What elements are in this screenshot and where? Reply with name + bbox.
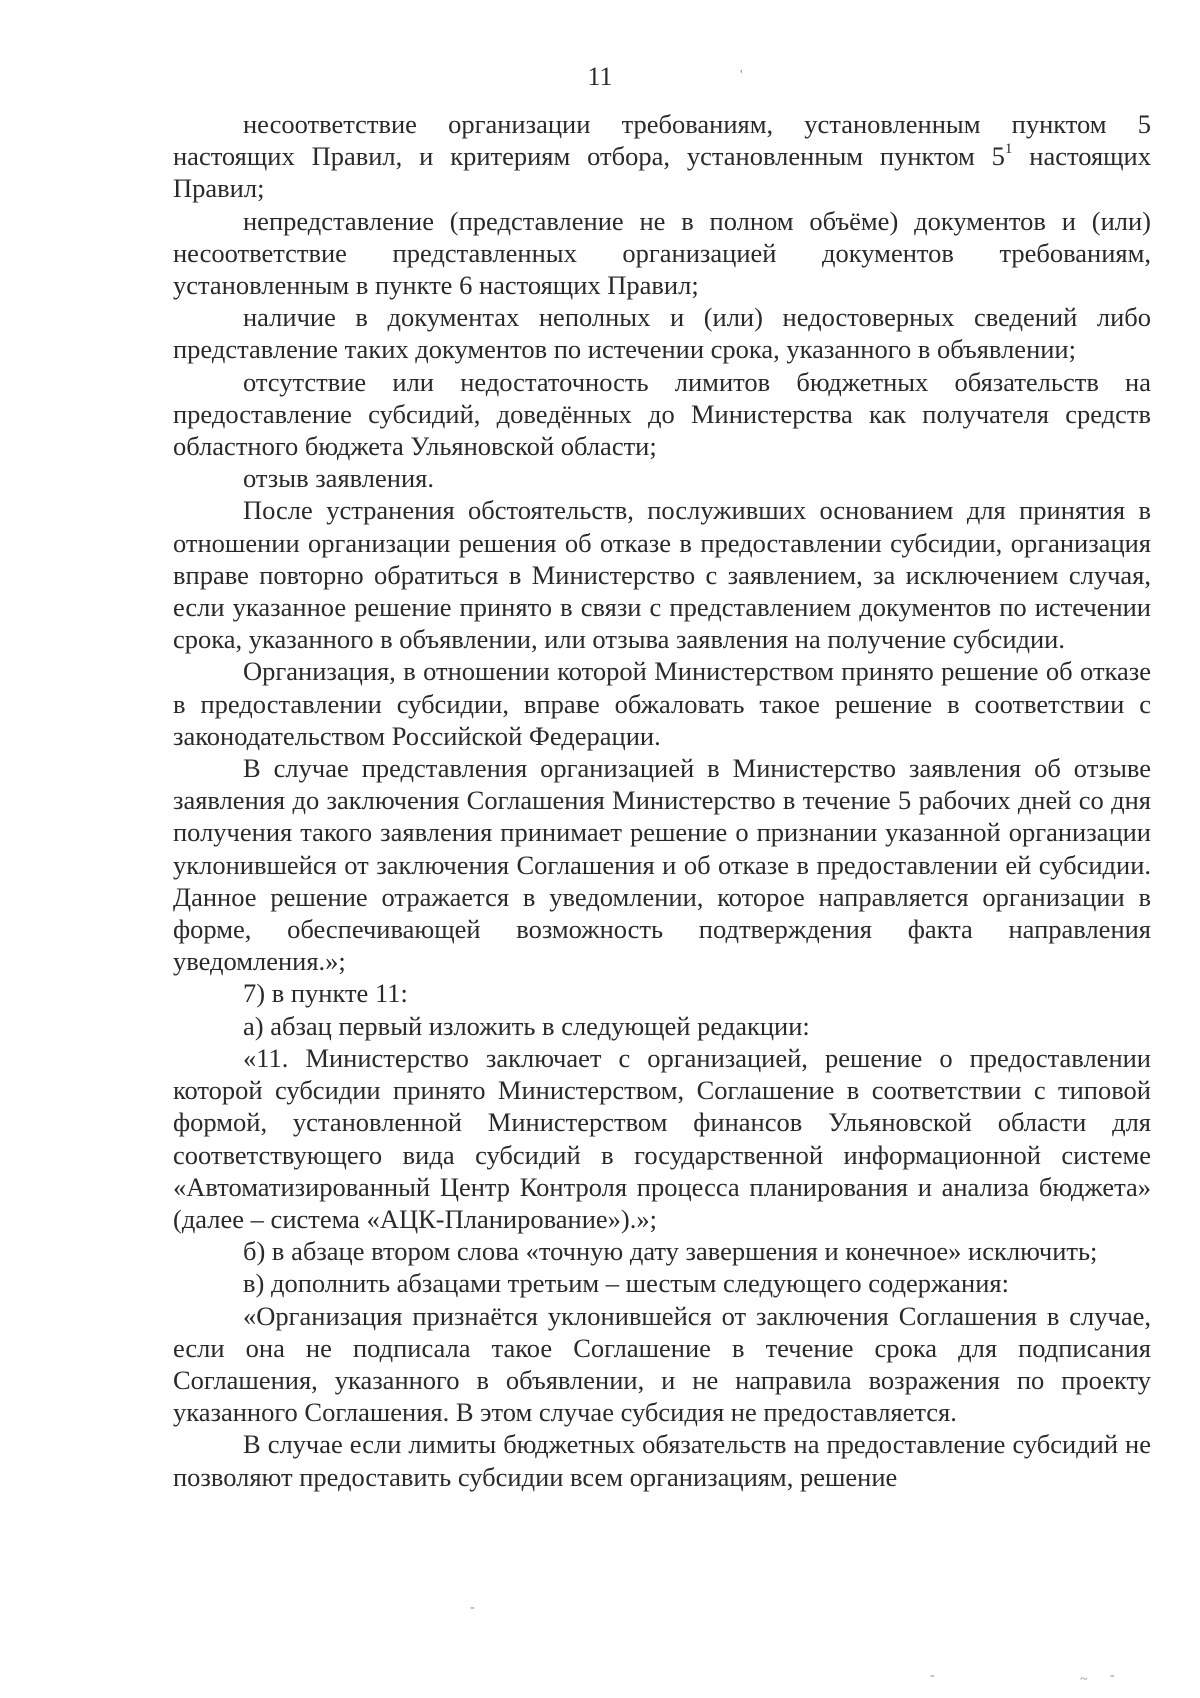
paragraph: в) дополнить абзацами третьим – шестым следующего содержания: [243,1268,1009,1299]
paragraph: отзыв заявления. [243,463,434,494]
paragraph: непредставление (представление не в полном объёме) документов и (или) несоответствие представленных организацией документов требованиям, установленным в пункте 6 настоящих Правил; [173,205,1151,301]
paragraph: б) в абзаце втором слова «точную дату завершения и конечное» исключить; [243,1236,1098,1267]
paragraph: Организация, в отношении которой Министерством принято решение об отказе в предоставлении субсидии, вправе обжаловать такое решение в соответствии с законодательством Российской Федерации. [173,656,1151,751]
superscript: 1 [1004,141,1013,158]
paragraph: «Организация признаётся уклонившейся от заключения Соглашения в случае, если она не подписала такое Соглашение в течение срока для подписания Соглашения, указанного в объявлении, и не направила возражения по проекту указанного Соглашения. В этом случае субсидия не предоставляется. [173,1300,1151,1428]
page-number: 11 [587,62,613,91]
paragraph: В случае если лимиты бюджетных обязательств на предоставление субсидий не позволяют предоставить субсидии всем организациям, решение [173,1429,1151,1492]
paragraph: а) абзац первый изложить в следующей редакции: [243,1010,810,1041]
paragraph: отсутствие или недостаточность лимитов бюджетных обязательств на предоставление субсидий, доведённых до Министерства как получателя средств областного бюджета Ульяновской области; [173,366,1151,462]
scan-speck: ~ [1080,1672,1088,1687]
scan-speck: - [930,1668,935,1683]
scan-speck: - [470,1600,475,1615]
paragraph: «11. Министерство заключает с организацией, решение о предоставлении которой субсидии принято Министерством, Соглашение в соответствии с типовой формой, установленной Министерством финансов Ульяновской области для соответствующего вида субсидий в государственной информационной системе «Автоматизированный Центр Контроля процесса планирования и анализа бюджета» (далее – система «АЦК-Планирование»).»; [173,1042,1151,1234]
paragraph: несоответствие организации требованиям, установленным пунктом 5 настоящих Правил, и критериям отбора, установленным пунктом $5^1$ настоящих Правил; [173,109,1151,204]
scan-speck: ' [740,68,743,83]
document-body [173,108,1151,1493]
paragraph: После устранения обстоятельств, послуживших основанием для принятия в отношении организации решения об отказе в предоставлении субсидии, организация вправе повторно обратиться в Министерство с заявлением, за исключением случая, если указанное решение принято в связи с представлением документов по истечении срока, указанного в объявлении, или отзыва заявления на получение субсидии. [173,495,1151,655]
paragraph: 7) в пункте 11: [243,978,408,1009]
scan-speck: - [1110,1668,1115,1683]
paragraph: В случае представления организацией в Министерство заявления об отзыве заявления до заключения Соглашения Министерство в течение 5 рабочих дней со дня получения такого заявления принимает решение о признании указанной организации уклонившейся от заключения Соглашения и об отказе в предоставлении ей субсидии. Данное решение отражается в уведомлении, которое направляется организации в форме, обеспечивающей возможность подтверждения факта направления уведомления.»; [173,753,1151,977]
paragraph: наличие в документах неполных и (или) недостоверных сведений либо представление таких документов по истечении срока, указанного в объявлении; [173,302,1151,365]
